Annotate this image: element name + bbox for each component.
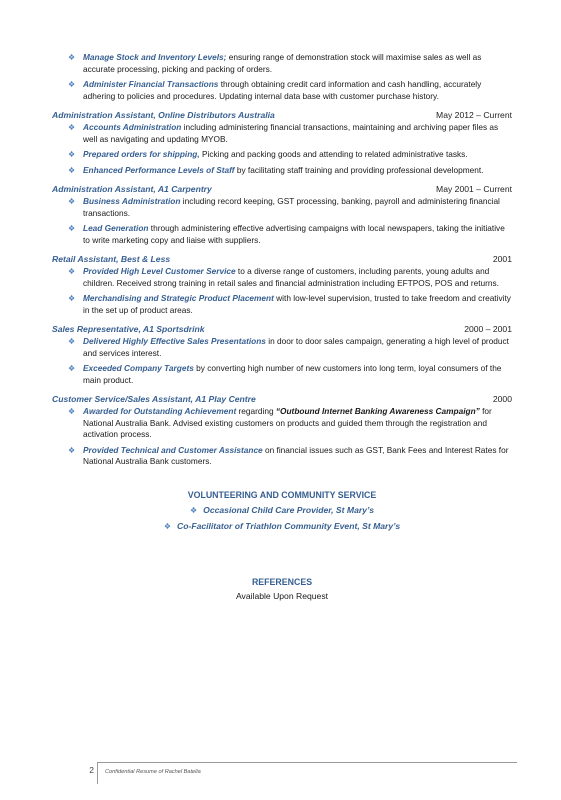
list-item xyxy=(52,52,512,75)
diamond-bullet-icon: ❖ xyxy=(68,337,76,346)
bullet-text: including administering financial transactions, maintaining and archiving paper files as well as navigating and updating MYOB. xyxy=(83,122,499,144)
job-date: May 2012 – Current xyxy=(436,110,512,120)
volunteer-item: Occasional Child Care Provider, St Mary’s xyxy=(203,504,374,515)
bullet-text: Picking and packing goods and attending to related administrative tasks. xyxy=(199,149,468,159)
bullet-lead: Exceeded Company Targets xyxy=(83,363,194,373)
bullet-lead: Provided Technical and Customer Assistance xyxy=(83,444,263,455)
volunteering-heading: VOLUNTEERING AND COMMUNITY SERVICE xyxy=(187,489,377,500)
job-date: 2001 xyxy=(492,254,512,264)
bullet-text: including record keeping, GST processing, banking, payroll and administering financial transactions. xyxy=(83,196,500,218)
diamond-bullet-icon: ❖ xyxy=(68,165,76,175)
top-bullet-list xyxy=(52,52,512,102)
job-title: Retail Assistant, Best & Less xyxy=(52,254,171,264)
bullet-text: through administering effective advertising campaigns with local newspapers, taking the initiative to write marketing copy and liaise with suppliers. xyxy=(83,223,505,245)
diamond-bullet-icon: ❖ xyxy=(68,267,76,276)
job-entry xyxy=(52,393,512,468)
diamond-bullet-icon: ❖ xyxy=(68,80,76,89)
list-item xyxy=(52,406,512,441)
diamond-bullet-icon: ❖ xyxy=(68,150,76,159)
diamond-bullet-icon: ❖ xyxy=(68,197,76,206)
list-item xyxy=(52,122,512,145)
footer-divider xyxy=(97,762,98,784)
bullet-text: to a diverse range of customers, including parents, young adults and children. Received strong training in retail sales and financial administration including EFTPOS, POS and returns. xyxy=(83,266,499,288)
job-entry xyxy=(52,323,512,386)
references-heading: REFERENCES xyxy=(251,576,313,587)
list-item xyxy=(52,336,512,359)
list-item xyxy=(52,520,512,533)
footer-rule xyxy=(97,762,517,763)
bullet-lead: Provided High Level Customer Service xyxy=(83,266,236,276)
bullet-text: ensuring range of demonstration stock will maximise sales as well as accurate processing, picking and packing of orders. xyxy=(83,52,482,74)
bullet-text: by facilitating staff training and providing professional development. xyxy=(234,164,484,175)
bullet-lead: Accounts Administration xyxy=(83,122,182,132)
resume-content xyxy=(52,52,512,601)
diamond-bullet-icon: ❖ xyxy=(68,123,76,132)
bullet-lead: Merchandising and Strategic Product Placement xyxy=(83,293,274,303)
list-item xyxy=(52,165,512,177)
bullet-lead: Prepared orders for shipping, xyxy=(83,149,200,159)
diamond-bullet-icon: ❖ xyxy=(163,521,171,531)
job-entry xyxy=(52,253,512,316)
page-number: 2 xyxy=(89,765,94,775)
bullet-text: with low-level supervision, trusted to take freedom and creativity in the set up of product areas. xyxy=(83,293,511,315)
list-item xyxy=(52,363,512,386)
job-entry xyxy=(52,109,512,176)
list-item xyxy=(52,223,512,246)
bullet-text: through obtaining credit card information and cash handling, accurately adhering to policies and procedures. Updating internal data base with customer purchase history. xyxy=(83,79,482,101)
bullet-lead: Awarded for Outstanding Achievement xyxy=(83,406,237,416)
diamond-bullet-icon: ❖ xyxy=(68,364,76,373)
bullet-text: by converting high number of new customers into long term, loyal consumers of the main product. xyxy=(83,363,502,385)
diamond-bullet-icon: ❖ xyxy=(68,224,76,233)
diamond-bullet-icon: ❖ xyxy=(68,294,76,303)
job-entry xyxy=(52,183,512,246)
job-title: Sales Representative, A1 Sportsdrink xyxy=(52,324,205,334)
list-item xyxy=(52,196,512,219)
diamond-bullet-icon: ❖ xyxy=(68,53,76,62)
job-date: 2000 xyxy=(492,394,512,404)
bullet-lead: Lead Generation xyxy=(83,223,149,233)
bullet-lead: Administer Financial Transactions xyxy=(83,79,219,89)
job-title: Administration Assistant, Online Distributors Australia xyxy=(52,110,275,120)
page-footer xyxy=(80,762,520,786)
bullet-text: in door to door sales campaign, generating a high level of product and services interest. xyxy=(83,336,509,358)
diamond-bullet-icon: ❖ xyxy=(68,407,76,416)
bullet-lead: Delivered Highly Effective Sales Presentations xyxy=(83,336,266,346)
list-item xyxy=(52,504,512,517)
bullet-text: on financial issues such as GST, Bank Fees and Interest Rates for National Australia Bank customers. xyxy=(83,444,509,466)
bullet-text: regarding xyxy=(236,406,276,416)
job-date: 2000 – 2001 xyxy=(464,324,512,334)
diamond-bullet-icon: ❖ xyxy=(189,505,198,515)
bullet-lead: Manage Stock and Inventory Levels; xyxy=(83,52,227,62)
volunteer-item: Co-Facilitator of Triathlon Community Event, St Mary’s xyxy=(177,520,401,531)
references-text: Available Upon Request xyxy=(235,590,329,601)
list-item xyxy=(52,445,512,468)
list-item xyxy=(52,149,512,161)
list-item xyxy=(52,79,512,102)
job-title: Administration Assistant, A1 Carpentry xyxy=(52,184,212,194)
job-title: Customer Service/Sales Assistant, A1 Play Centre xyxy=(52,394,256,404)
bullet-lead: Business Administration xyxy=(83,196,181,206)
list-item xyxy=(52,266,512,289)
bullet-lead: Enhanced Performance Levels of Staff xyxy=(83,164,235,175)
diamond-bullet-icon: ❖ xyxy=(68,445,76,455)
job-date: May 2001 – Current xyxy=(436,184,512,194)
footer-confidential-text: Confidential Resume of Rachel Batelia xyxy=(105,769,201,775)
bullet-quote: “Outbound Internet Banking Awareness Campaign” xyxy=(275,406,480,416)
list-item xyxy=(52,293,512,316)
bullet-text: for National Australia Bank. Advised existing customers on products and guided them through the registration and activation process. xyxy=(83,406,492,439)
